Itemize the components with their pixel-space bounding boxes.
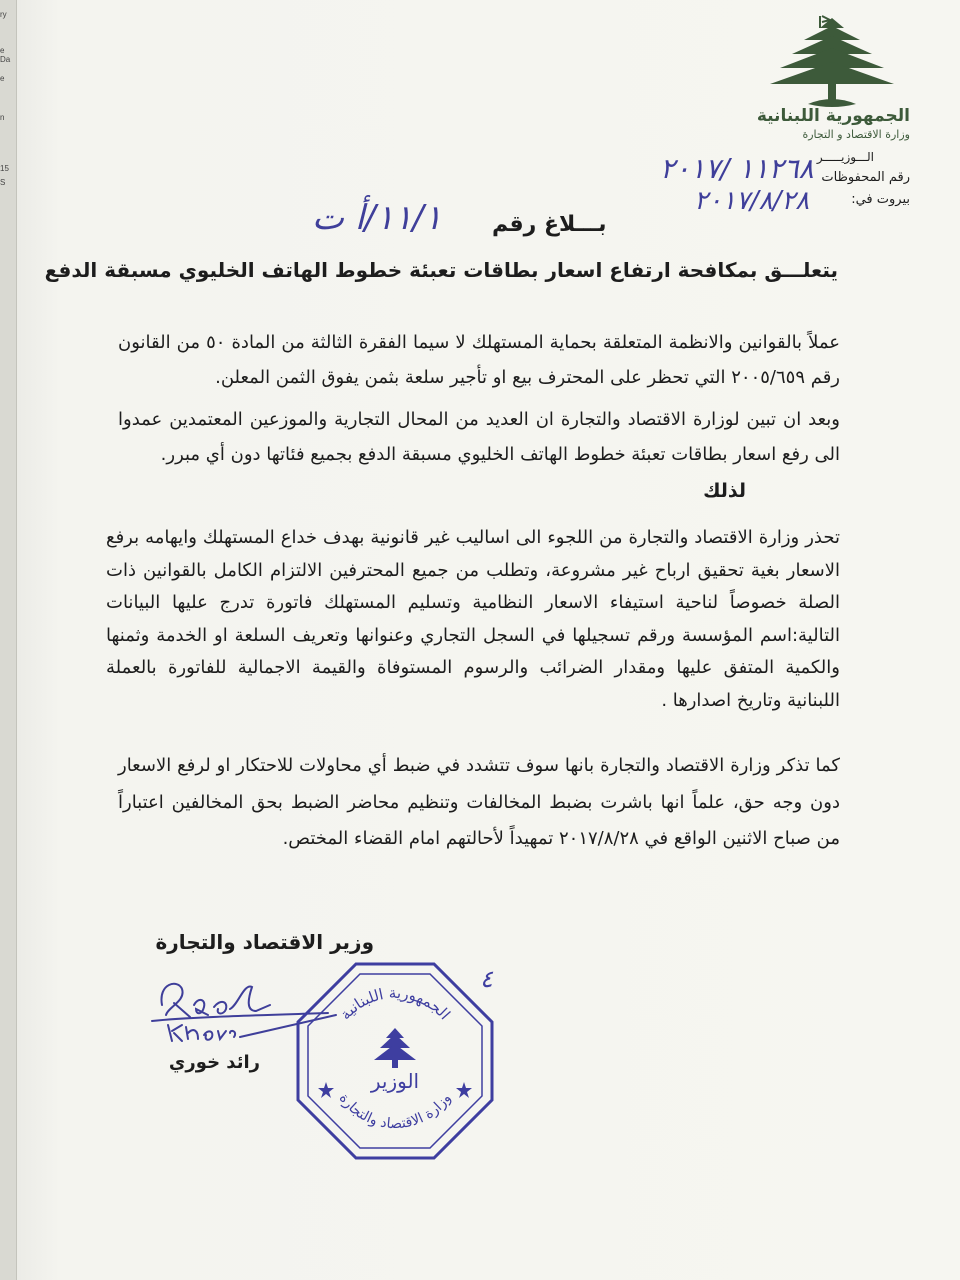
ministry-stamp (292, 958, 498, 1164)
notice-label: بـــلاغ رقم (492, 212, 607, 237)
svg-text:الجمهورية اللبنانية (336, 984, 454, 1023)
paragraph-warning: تحذر وزارة الاقتصاد والتجارة من اللجوء الى اساليب غير قانونية بهدف خداع المستهلك وايهامه برفع الاسعار بغية تحقيق ارباح غير مشروعة، وتطلب من جميع المحترفين الالتزام الكامل بالقوانين ذات الصلة خصوصاً لناحية استيفاء الاسعار النظامية وتسليم المستهلك فاتورة تدرج عليها البيانات التالية:اسم المؤسسة ورقم تسجيلها في السجل التجاري وعنوانها وتعريف السلعة او الخدمة وثمنها والكمية المتفق عليها ومقدار الضرائب والرسوم المستوفاة والقيمة الاجمالية للفاتورة بالعملة اللبنانية وتاريخ اصدارها . (106, 527, 840, 711)
signatory-name: رائد خوري (168, 1052, 260, 1073)
signature-title: وزير الاقتصاد والتجارة (155, 930, 374, 954)
margin-text: e (0, 74, 5, 83)
margin-text: 15 (0, 164, 9, 173)
handwritten-ref-number: ١١٢٦٨ /٢٠١٧ (660, 152, 814, 185)
stamp-handwritten-note: ٤ (480, 965, 493, 993)
handwritten-notice-number: ١١/١/أ ت (312, 198, 442, 238)
ref-label: رقم المحفوظات (821, 170, 910, 185)
paragraph-law: عملاً بالقوانين والانظمة المتعلقة بحماية المستهلك لا سيما الفقرة الثالثة من المادة ٥٠ من القانون رقم ٢٠٠٥/٦٥٩ التي تحظر على المحترف بيع او تأجير سلعة بثمن يفوق الثمن المعلن. (118, 332, 841, 388)
republic-name: الجمهورية اللبنانية (756, 106, 910, 126)
therefore-heading: لذلك (703, 480, 746, 502)
handwritten-date: ٢٠١٧/٨/٢٨ (694, 186, 810, 216)
paragraph-enforcement: كما تذكر وزارة الاقتصاد والتجارة بانها سوف تتشدد في ضبط أي محاولات للاحتكار او لرفع الاسعار دون وجه حق، علماً انها باشرت بضبط المخالفات وتنظيم محاضر الضبط بحق المخالفين اعتباراً من صباح الاثنين الواقع في ٢٠١٧/٨/٢٨ تمهيداً لأحالتهم امام القضاء المختص. (118, 755, 840, 849)
paper-edge (0, 0, 17, 1280)
svg-text:وزارة الاقتصاد والتجارة (336, 1091, 455, 1132)
minister-label: الـــوزيـــــر (816, 150, 874, 164)
subject-line: يتعلـــق بمكافحة ارتفاع اسعار بطاقات تعبئة خطوط الهاتف الخليوي مسبقة الدفع (44, 258, 838, 282)
date-label: بيروت في: (851, 192, 910, 207)
stamp-top-text: الجمهورية اللبنانية (336, 983, 454, 1024)
margin-text: e Da (0, 46, 11, 64)
stamp-bottom-text: وزارة الاقتصاد والتجارة (335, 1090, 455, 1133)
margin-text: ry (0, 10, 7, 19)
ministry-name: وزارة الاقتصاد و التجارة (802, 128, 910, 141)
margin-text: n (0, 113, 5, 122)
margin-text: S (0, 178, 6, 187)
stamp-center-text: الوزير (370, 1069, 420, 1093)
paragraph-finding: وبعد ان تبين لوزارة الاقتصاد والتجارة ان العديد من المحال التجارية والموزعين المعتمدين عمدوا الى رفع اسعار بطاقات تعبئة خطوط الهاتف الخليوي مسبقة الدفع بجميع فئاتها دون أي مبرر. (118, 409, 840, 465)
